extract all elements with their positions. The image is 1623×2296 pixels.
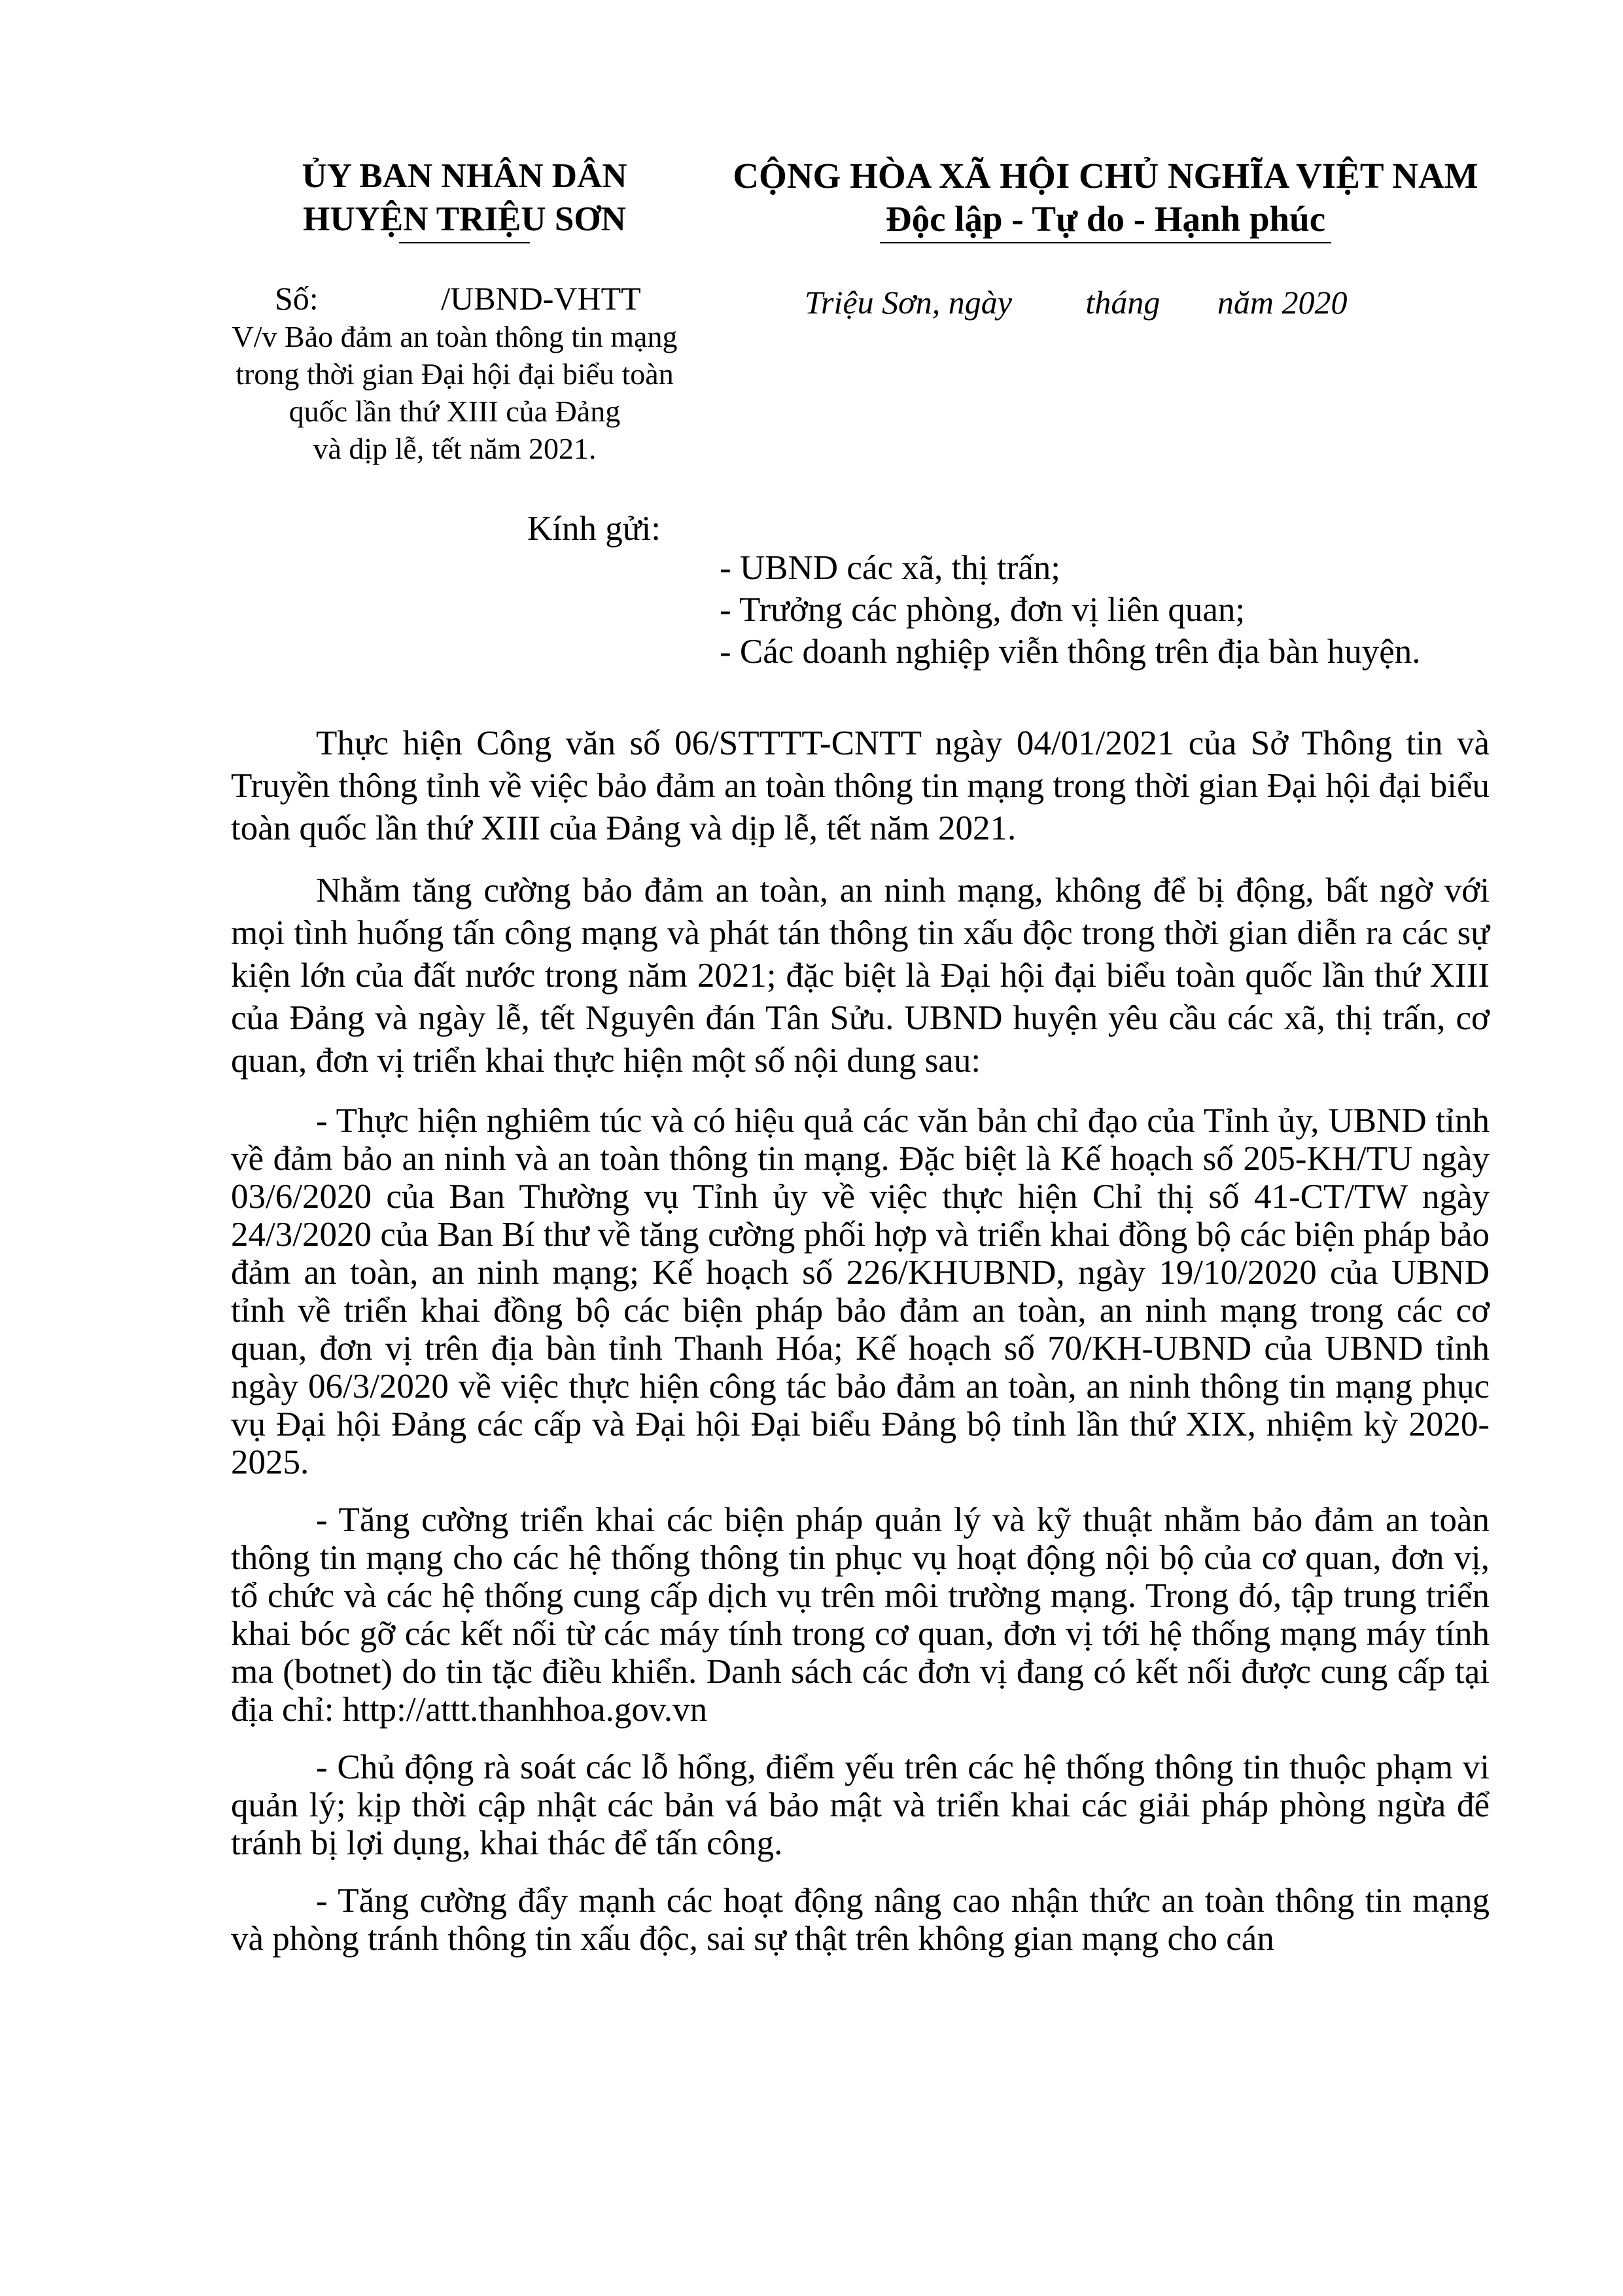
body-paragraph: - Chủ động rà soát các lỗ hổng, điểm yếu trên các hệ thống thông tin thuộc phạm vi quản lý; kịp thời cập nhật các bản vá bảo mật và triển khai các giải pháp phòng ngừa để tránh bị lợi dụng, khai thác để tấn công. [231, 1748, 1490, 1862]
issuing-authority [222, 154, 707, 243]
body-paragraph: - Tăng cường đẩy mạnh các hoạt động nâng cao nhận thức an toàn thông tin mạng và phòng tránh thông tin xấu độc, sai sự thật trên không gian mạng cho cán [231, 1882, 1490, 1958]
recipient-item: - Các doanh nghiệp viễn thông trên địa bàn huyện. [720, 633, 1421, 671]
nation-motto: Độc lập - Tự do - Hạnh phúc [885, 199, 1326, 239]
authority-line-2: HUYỆN TRIỆU SƠN [303, 200, 626, 238]
recipients-list [720, 547, 1421, 673]
recipient-item: - UBND các xã, thị trấn; [720, 549, 1060, 587]
body-paragraph: - Tăng cường triển khai các biện pháp quản lý và kỹ thuật nhằm bảo đảm an toàn thông tin mạng cho các hệ thống thông tin phục vụ hoạt động nội bộ của cơ quan, đơn vị, tổ chức và các hệ thống cung cấp dịch vụ trên môi trường mạng. Trong đó, tập trung triển khai bóc gỡ các kết nối từ các máy tính trong cơ quan, đơn vị tới hệ thống mạng máy tính ma (botnet) do tin tặc điều khiển. Danh sách các đơn vị đang có kết nối được cung cấp tại địa chỉ: http://attt.thanhhoa.gov.vn [231, 1501, 1490, 1729]
body-paragraph: Thực hiện Công văn số 06/STTTT-CNTT ngày 04/01/2021 của Sở Thông tin và Truyền thông tỉnh về việc bảo đảm an toàn thông tin mạng trong thời gian Đại hội đại biểu toàn quốc lần thứ XIII của Đảng và dịp lễ, tết năm 2021. [231, 724, 1490, 847]
recipient-item: - Trưởng các phòng, đơn vị liên quan; [720, 591, 1246, 629]
nation-name: CỘNG HÒA XÃ HỘI CHỦ NGHĨA VIỆT NAM [733, 156, 1478, 196]
national-heading [720, 154, 1492, 243]
body-paragraph: - Thực hiện nghiêm túc và có hiệu quả các văn bản chỉ đạo của Tỉnh ủy, UBND tỉnh về đảm bảo an ninh và an toàn thông tin mạng. Đặc biệt là Kế hoạch số 205-KH/TU ngày 03/6/2020 của Ban Thường vụ Tỉnh ủy về việc thực hiện Chỉ thị số 41-CT/TW ngày 24/3/2020 của Ban Bí thư về tăng cường phối hợp và triển khai đồng bộ các biện pháp bảo đảm an toàn, an ninh mạng; Kế hoạch số 226/KHUBND, ngày 19/10/2020 của UBND tỉnh về triển khai đồng bộ các biện pháp bảo đảm an toàn, an ninh mạng trong các cơ quan, đơn vị trên địa bàn tỉnh Thanh Hóa; Kế hoạch số 70/KH-UBND của UBND tỉnh ngày 06/3/2020 về việc thực hiện công tác bảo đảm an toàn, an ninh thông tin mạng phục vụ Đại hội Đảng các cấp và Đại hội Đại biểu Đảng bộ tỉnh lần thứ XIX, nhiệm kỳ 2020-2025. [231, 1102, 1490, 1481]
authority-line-1: ỦY BAN NHÂN DÂN [302, 157, 627, 195]
subject-line: trong thời gian Đại hội đại biểu toàn [236, 357, 674, 391]
number-suffix: /UBND-VHTT [441, 280, 641, 317]
subject-line: quốc lần thứ XIII của Đảng [288, 395, 621, 428]
subject-line: và dịp lễ, tết năm 2021. [313, 432, 597, 465]
recipients-label: Kính gửi: [527, 510, 661, 548]
subject-line: V/v Bảo đảm an toàn thông tin mạng [232, 320, 678, 353]
number-label: Số: [275, 280, 319, 317]
document-body [231, 722, 1490, 1977]
document-subject [196, 318, 713, 467]
authority-underline [399, 242, 530, 243]
document-number [275, 279, 641, 318]
motto-underline [880, 242, 1331, 243]
place-and-date: Triệu Sơn, ngày tháng năm 2020 [805, 284, 1348, 321]
body-paragraph: Nhằm tăng cường bảo đảm an toàn, an ninh mạng, không để bị động, bất ngờ với mọi tình huống tấn công mạng và phát tán thông tin xấu độc trong thời gian diễn ra các sự kiện lớn của đất nước trong năm 2021; đặc biệt là Đại hội đại biểu toàn quốc lần thứ XIII của Đảng và ngày lễ, tết Nguyên đán Tân Sửu. UBND huyện yêu cầu các xã, thị trấn, cơ quan, đơn vị triển khai thực hiện một số nội dung sau: [231, 872, 1490, 1080]
